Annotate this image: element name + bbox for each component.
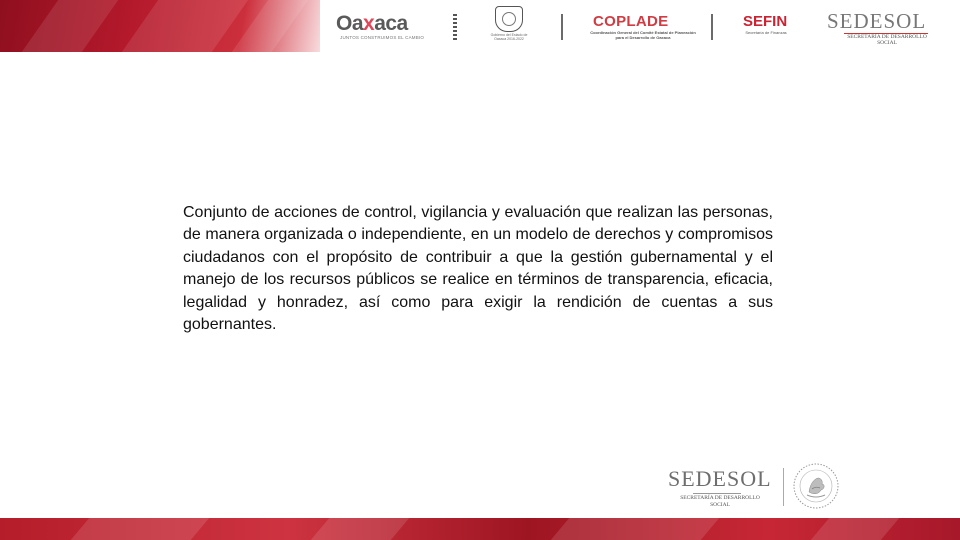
header-banner [0, 0, 960, 52]
coplade-subtitle: Coordinación General del Comité Estatal de Planeación para el Desarrollo de Oaxaca [590, 30, 696, 40]
footer-sedesol-title: SEDESOL [668, 466, 772, 491]
divider [561, 14, 563, 40]
coplade-title: COPLADE [593, 13, 669, 30]
seal-caption: Gobierno del Estado de Oaxaca 2016-2022 [490, 33, 528, 41]
oaxaca-x-accent: x [363, 12, 375, 35]
dotted-divider [453, 14, 457, 40]
oaxaca-wordmark: Oaxaca [336, 12, 408, 35]
sedesol-subtitle: SECRETARÍA DE DESARROLLO SOCIAL [847, 34, 927, 47]
footer-band [0, 518, 960, 540]
mexico-coat-of-arms-icon [792, 462, 840, 510]
footer-sedesol-rule [693, 493, 741, 494]
footer-sedesol-subtitle: SECRETARÍA DE DESARROLLO SOCIAL [680, 495, 760, 508]
sefin-subtitle: Secretaría de Finanzas [745, 30, 787, 35]
oaxaca-tagline: JUNTOS CONSTRUIMOS EL CAMBIO [340, 35, 425, 40]
sefin-title: SEFIN [743, 13, 788, 30]
sedesol-title: SEDESOL [827, 9, 927, 33]
header-red-band [0, 0, 320, 52]
footer-logos [668, 462, 844, 516]
institution-logos [330, 6, 950, 46]
divider [711, 14, 713, 40]
definition-text: Conjunto de acciones de control, vigilancia y evaluación que realizan las personas, de manera organizada o independiente, en un modelo de derechos y compromisos ciudadanos con el propósito de contribuir a que la gestión gubernamental y el manejo de los recursos públicos se realice en términos de transparencia, eficacia, legalidad y honradez, así como para exigir la rendición de cuentas a sus gobernantes. [183, 204, 773, 334]
footer-logo-divider [783, 468, 784, 506]
oaxaca-state-seal-icon [495, 6, 523, 32]
